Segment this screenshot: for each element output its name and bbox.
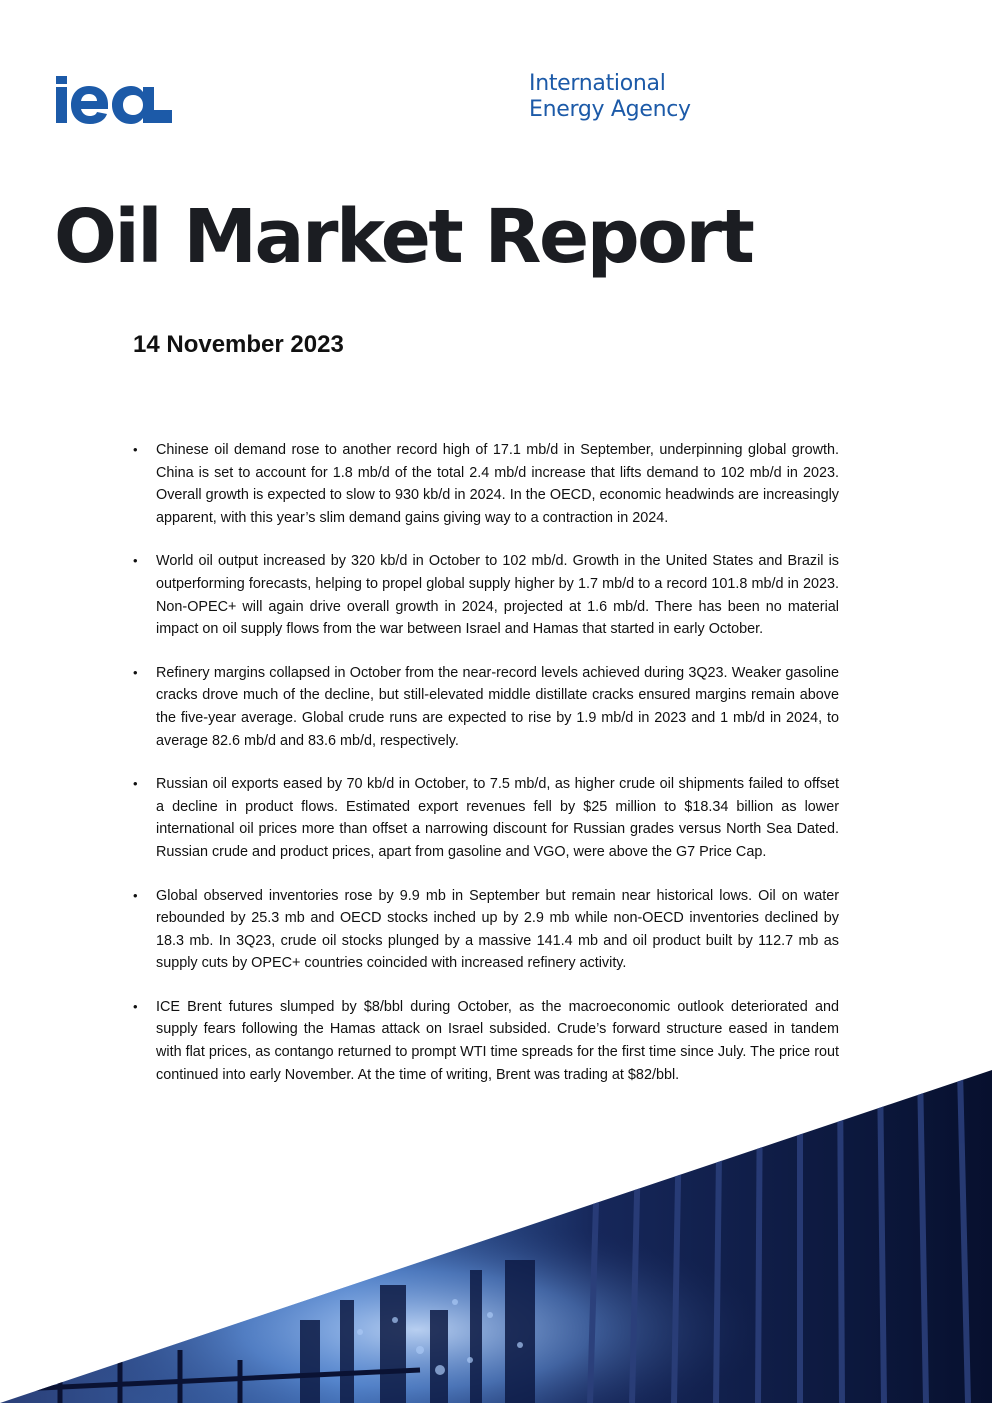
report-title: Oil Market Report [54,194,753,280]
refinery-cover-image [0,1070,992,1403]
agency-name [529,71,691,123]
highlight-item [133,885,839,975]
bullet-icon: • [133,998,138,1014]
highlight-item [133,550,839,640]
agency-name-line1: International [529,71,666,96]
highlight-text: Chinese oil demand rose to another record high of 17.1 mb/d in September, underpinning global growth. China is set to account for 1.8 mb/d of the total 2.4 mb/d increase that lifts demand to 102 mb/d in 2023. Overall growth is expected to slow to 930 kb/d in 2024. In the OECD, economic headwinds are increasingly apparent, with this year’s slim demand gains giving way to a contraction in 2024. [156,442,839,526]
bullet-icon: • [133,776,138,792]
highlight-item [133,662,839,752]
highlight-item [133,439,839,529]
agency-name-line2: Energy Agency [529,97,691,122]
bullet-icon: • [133,553,138,569]
highlight-text: Refinery margins collapsed in October from the near-record levels achieved during 3Q23. Weaker gasoline cracks drove much of the decline, but still-elevated middle distillate cracks ensured margins remain above the five-year average. Global crude runs are expected to rise by 1.9 mb/d in 2023 and 1 mb/d in 2024, to average 82.6 mb/d and 83.6 mb/d, respectively. [156,664,839,749]
bullet-icon: • [133,664,138,680]
bullet-icon: • [133,887,138,903]
iea-logo [56,74,176,126]
highlights-list [133,439,839,1107]
highlight-text: Russian oil exports eased by 70 kb/d in October, to 7.5 mb/d, as higher crude oil shipments failed to offset a decline in product flows. Estimated export revenues fell by $25 million to $18.34 billion as lower international oil prices more than offset a narrowing discount for Russian grades versus North Sea Dated. Russian crude and product prices, apart from gasoline and VGO, were above the G7 Price Cap. [156,776,839,860]
highlight-text: ICE Brent futures slumped by $8/bbl during October, as the macroeconomic outlook deteriorated and supply fears following the Hamas attack on Israel subsided. Crude’s forward structure eased in tandem with flat prices, as contango returned to prompt WTI time spreads for the first time since July. The price rout continued into early November. At the time of writing, Brent was trading at $82/bbl. [156,998,839,1083]
highlight-text: Global observed inventories rose by 9.9 mb in September but remain near historical lows. Oil on water rebounded by 25.3 mb and OECD stocks inched up by 2.9 mb while non-OECD inventories declined by 18.3 mb. In 3Q23, crude oil stocks plunged by a massive 141.4 mb and oil product built by 112.7 mb as supply cuts by OPEC+ countries coincided with increased refinery activity. [156,887,839,972]
bullet-icon: • [133,442,138,457]
report-date: 14 November 2023 [133,331,344,358]
highlight-text: World oil output increased by 320 kb/d in October to 102 mb/d. Growth in the United States and Brazil is outperforming forecasts, helping to propel global supply higher by 1.7 mb/d to a record 101.8 mb/d in 2023. Non-OPEC+ will again drive overall growth in 2024, projected at 1.6 mb/d. There has been no material impact on oil supply flows from the war between Israel and Hamas that started in early October. [156,553,839,638]
highlight-item [133,773,839,863]
